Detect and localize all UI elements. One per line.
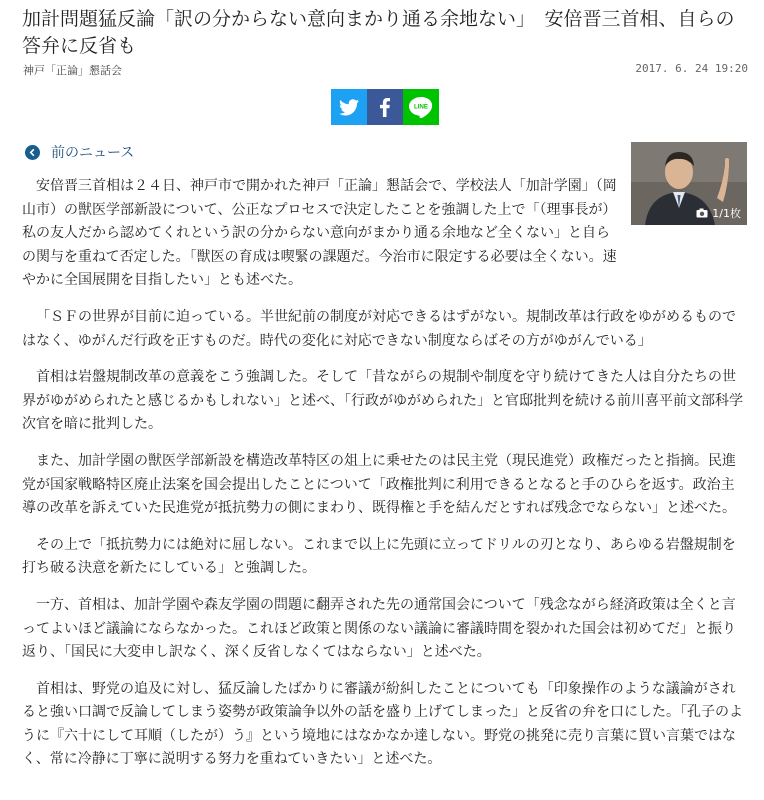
twitter-bird-icon (339, 99, 359, 116)
share-buttons (331, 89, 439, 125)
arrow-left-icon (25, 145, 40, 160)
share-twitter-button[interactable] (331, 89, 367, 125)
article-paragraph: 「ＳＦの世界が目前に迫っている。半世紀前の制度が対応できるはずがない。規制改革は行政をゆがめるものではなく、ゆがんだ行政を正すものだ。時代の変化に対応できない制度ならばその方がゆがんでいる」 (22, 308, 736, 349)
article-paragraph: その上で「抵抗勢力には絶対に屈しない。これまで以上に先頭に立ってドリルの刃となり、あらゆる岩盤規制を打ち破る決意を新たにしている」と強調した。 (22, 536, 736, 577)
article-body (22, 175, 745, 772)
line-logo-text: LINE (413, 103, 429, 111)
article-paragraph: 一方、首相は、加計学園や森友学園の問題に翻弄された先の通常国会について「残念ながら経済政策は全くと言ってよいほど議論にならなかった。これほど政策と関係のない議論に審議時間を裂かれた国会は初めてだ」と振り返り、「国民に大変申し訳なく、深く反省しなくてはならない」と述べた。 (22, 596, 736, 661)
article-source[interactable]: 神戸「正論」懇話会 (23, 64, 122, 77)
line-speech-bubble-icon (408, 96, 434, 118)
share-facebook-button[interactable] (367, 89, 403, 125)
article-paragraph: 首相は、野党の追及に対し、猛反論したばかりに審議が紛糾したことについても「印象操作のような議論がされると強い口調で反論してしまう姿勢が政策論争以外の話を盛り上げてしまった」と反省の弁を口にした。「孔子のように『六十にして耳順（したが）う』という境地にはなかなか達しない。野党の挑発に売り言葉に買い言葉ではなく、常に冷静に丁寧に説明する努力を重ねていきたい」と述べた。 (22, 680, 743, 768)
article-paragraph: 首相は岩盤規制改革の意義をこう強調した。そして「昔ながらの規制や制度を守り続けてきた人は自分たちの世界がゆがめられたと感じるかもしれない」と述べ、「行政がゆがめられた」と官邸批判を続ける前川喜平前文部科学次官を暗に批判した。 (22, 369, 743, 433)
prev-news-label: 前のニュース (51, 145, 135, 161)
facebook-f-icon (380, 98, 390, 117)
article-headline: 加計問題猛反論「訳の分からない意向まかり通る余地ない」 安倍晋三首相、自らの答弁に反省も (22, 8, 735, 57)
share-line-button[interactable] (403, 89, 439, 125)
article-paragraph: また、加計学園の獣医学部新設を構造改革特区の俎上に乗せたのは民主党（現民進党）政権だったと指摘。民進党が国家戦略特区廃止法案を国会提出したことについて「政権批判に利用できるとなると手のひらを返す。政治主導の改革を訴えていた民進党が抵抗勢力の側にまわり、既得権と手を結んだとすれば残念でならない」と述べた。 (22, 452, 736, 517)
article-paragraph: 安倍晋三首相は２４日、神戸市で開かれた神戸「正論」懇話会で、学校法人「加計学園」（岡山市）の獣医学部新設について、公正なプロセスで決定したことを強調した上で「（理事長が）私の友人だから認めてくれという訳の分からない意向がまかり通る余地など全くない」と自らの関与を重ねて否定した。「獣医の育成は喫緊の課題だ。今治市に限定する必要は全くない。速やかに全国展開を目指したい」とも述べた。 (22, 178, 617, 289)
prev-news-link[interactable] (25, 142, 134, 162)
photo-count-text: 1/1枚 (712, 207, 741, 220)
article-date: 2017. 6. 24 19:20 (635, 62, 748, 75)
